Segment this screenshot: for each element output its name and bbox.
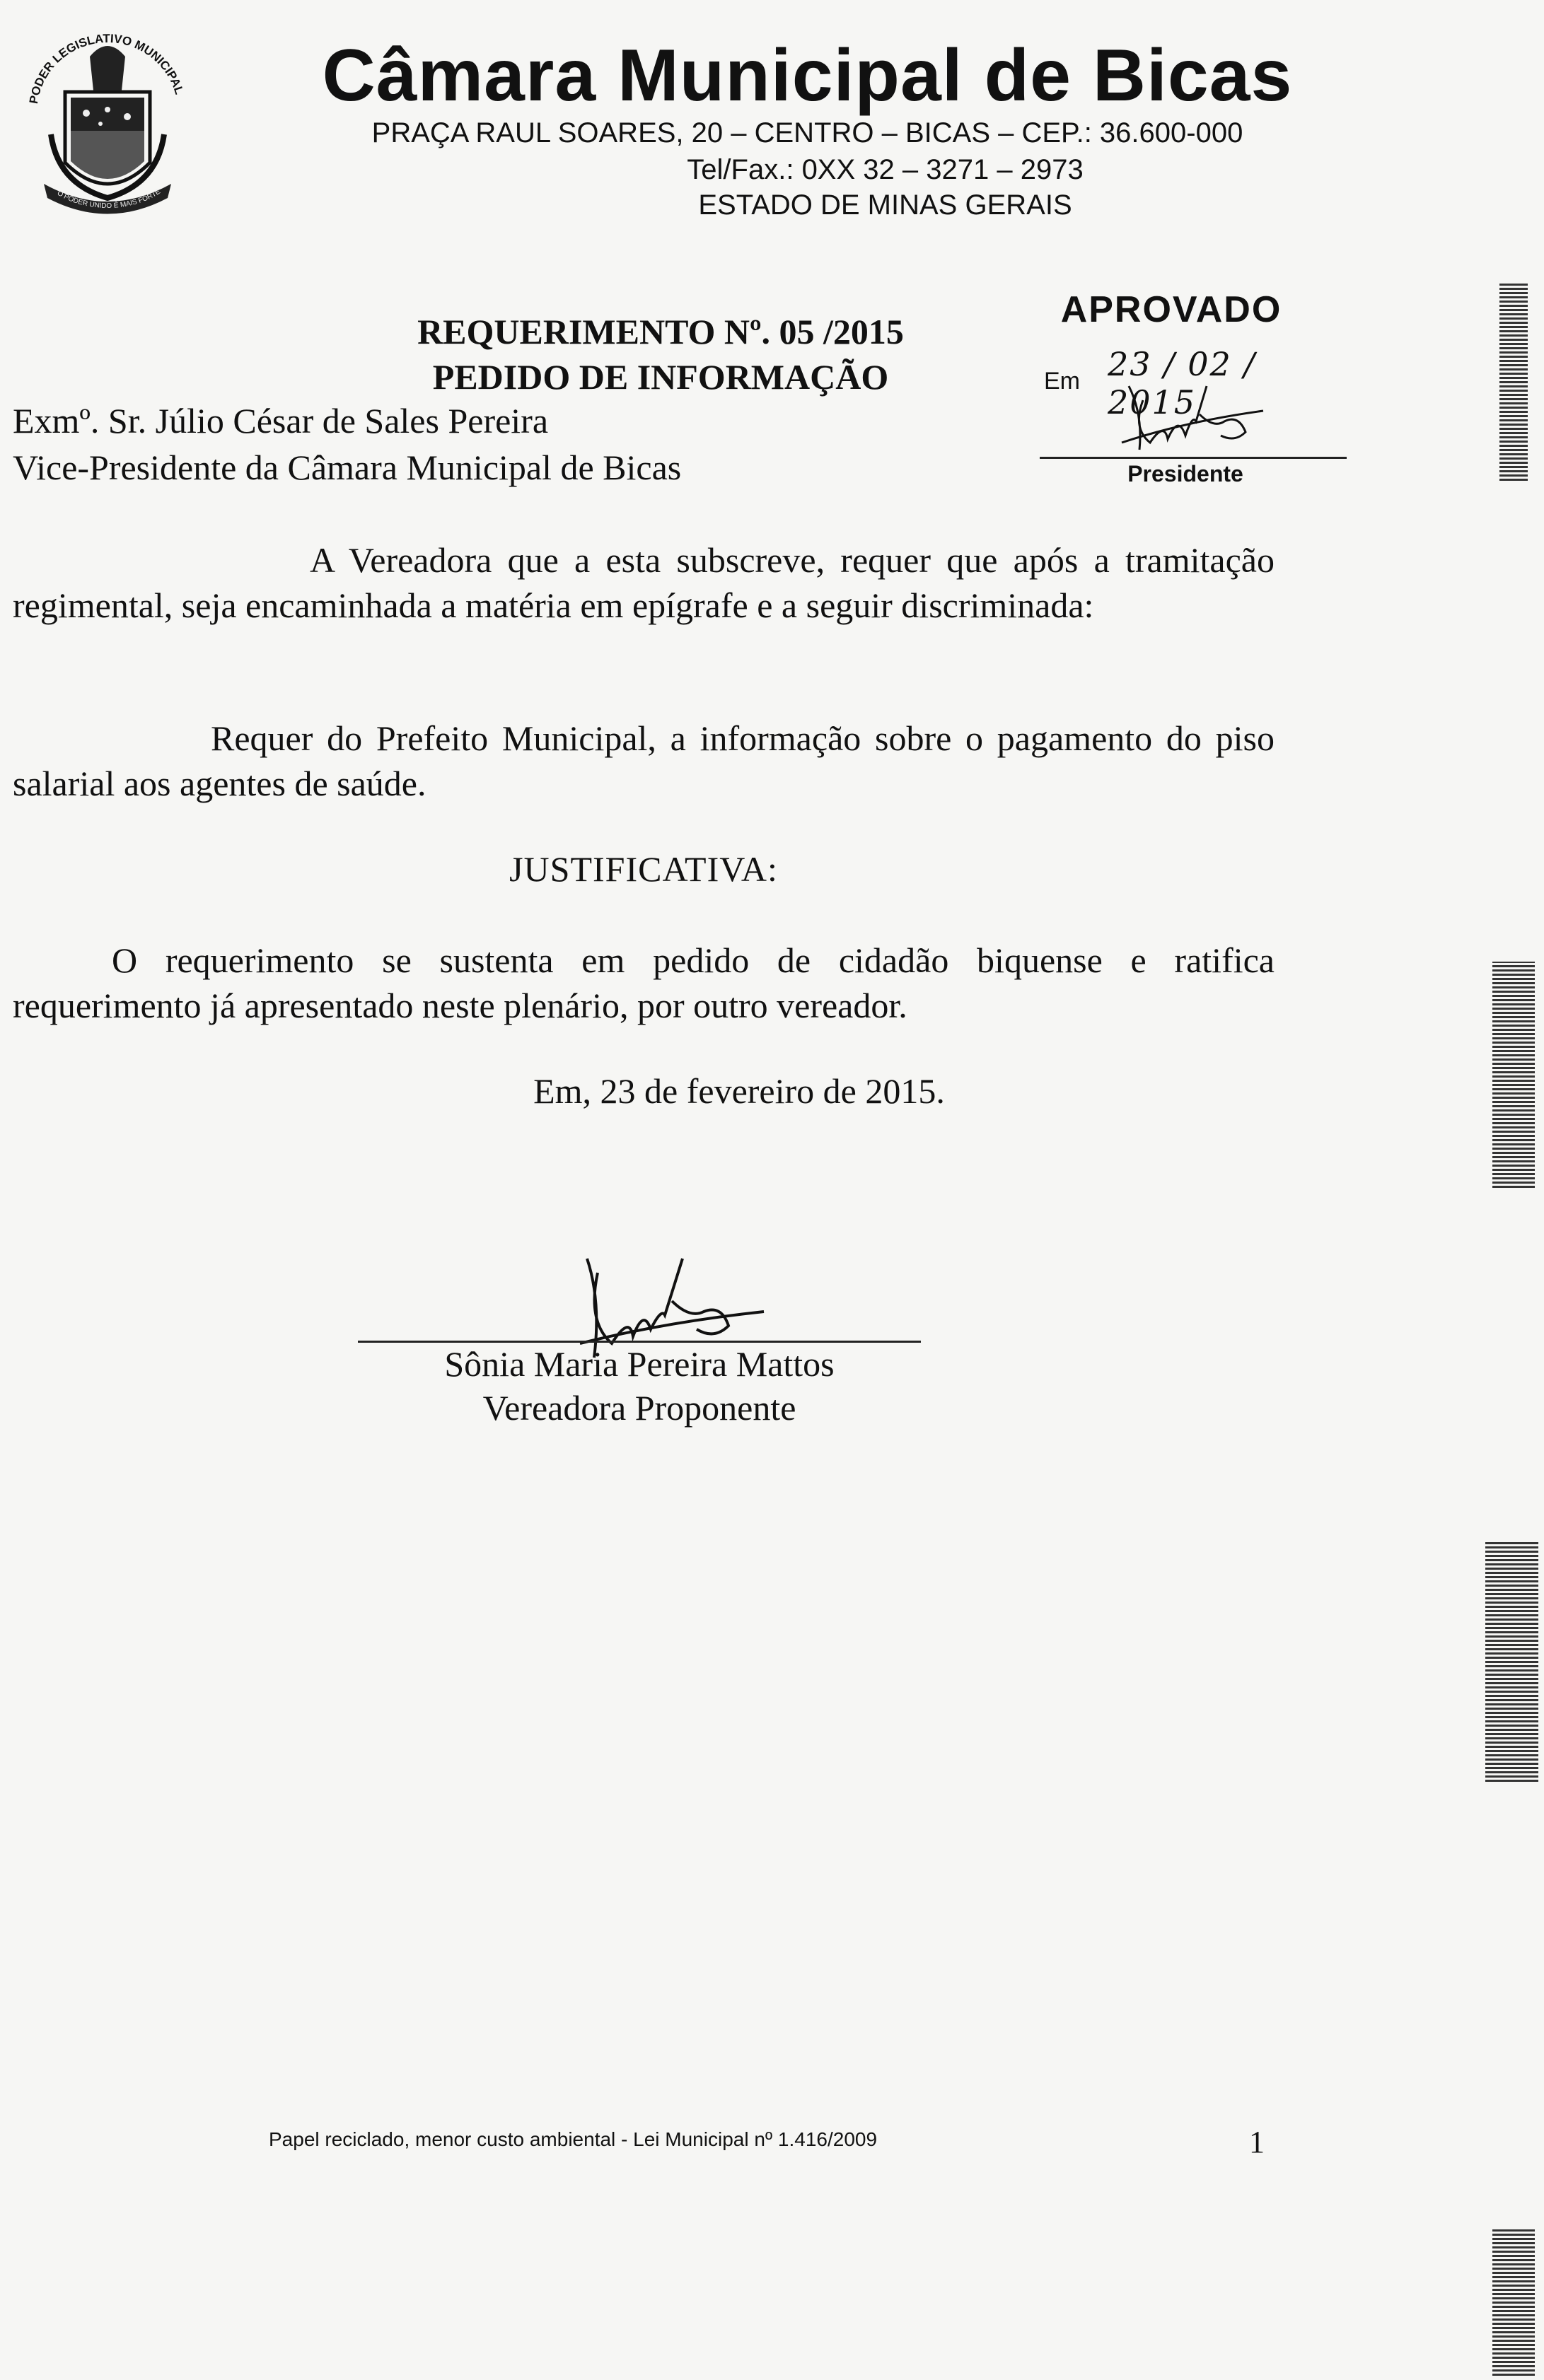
signature-line — [358, 1341, 921, 1343]
addressee-role: Vice-Presidente da Câmara Municipal de Bicas — [13, 448, 682, 487]
scan-artifact — [1492, 962, 1535, 1188]
stamp-em-label: Em — [1044, 368, 1080, 395]
document-title: REQUERIMENTO Nº. 05 /2015 — [417, 312, 904, 351]
organization-phone: Tel/Fax.: 0XX 32 – 3271 – 2973 — [687, 154, 1084, 185]
stamp-signature-line — [1040, 457, 1347, 459]
scan-artifact — [1485, 1541, 1538, 1782]
justification-paragraph: O requerimento se sustenta em pedido de cidadão biquense e ratifica requerimento já apresentado neste plenário, por outro vereador. — [13, 940, 1275, 1025]
signer-role: Vereadora Proponente — [482, 1388, 796, 1428]
scan-artifact — [1499, 283, 1528, 481]
stamp-date: 23 / 02 / 2015 — [1108, 345, 1256, 421]
page-number: 1 — [1249, 2125, 1265, 2159]
request-detail-paragraph: Requer do Prefeito Municipal, a informação sobre o pagamento do piso salarial aos agentes de saúde. — [13, 718, 1275, 803]
request-paragraph: A Vereadora que a esta subscreve, requer que após a tramitação regimental, seja encaminhada a matéria em epígrafe e a seguir discriminada: — [13, 540, 1275, 625]
scan-artifact — [1492, 2227, 1535, 2376]
organization-state: ESTADO DE MINAS GERAIS — [698, 189, 1072, 221]
organization-address: PRAÇA RAUL SOARES, 20 – CENTRO – BICAS – CEP.: 36.600-000 — [371, 117, 1243, 148]
addressee-name: Exmº. Sr. Júlio César de Sales Pereira — [13, 401, 549, 441]
stamp-role: Presidente — [1127, 461, 1243, 486]
svg-text:PODER LEGISLATIVO MUNICIPAL: PODER LEGISLATIVO MUNICIPAL — [26, 31, 187, 105]
document-subtitle: PEDIDO DE INFORMAÇÃO — [432, 357, 889, 397]
place-date: Em, 23 de fevereiro de 2015. — [533, 1071, 945, 1111]
signer-name: Sônia Maria Pereira Mattos — [444, 1344, 835, 1384]
footer-note: Papel reciclado, menor custo ambiental - Lei Municipal nº 1.416/2009 — [269, 2128, 878, 2150]
justification-heading: JUSTIFICATIVA: — [509, 849, 778, 889]
organization-name: Câmara Municipal de Bicas — [322, 35, 1293, 117]
stamp-status: APROVADO — [1060, 289, 1282, 330]
approval-stamp — [1030, 288, 1348, 494]
svg-text:O PODER UNIDO É MAIS FORTE: O PODER UNIDO É MAIS FORTE — [55, 187, 162, 211]
